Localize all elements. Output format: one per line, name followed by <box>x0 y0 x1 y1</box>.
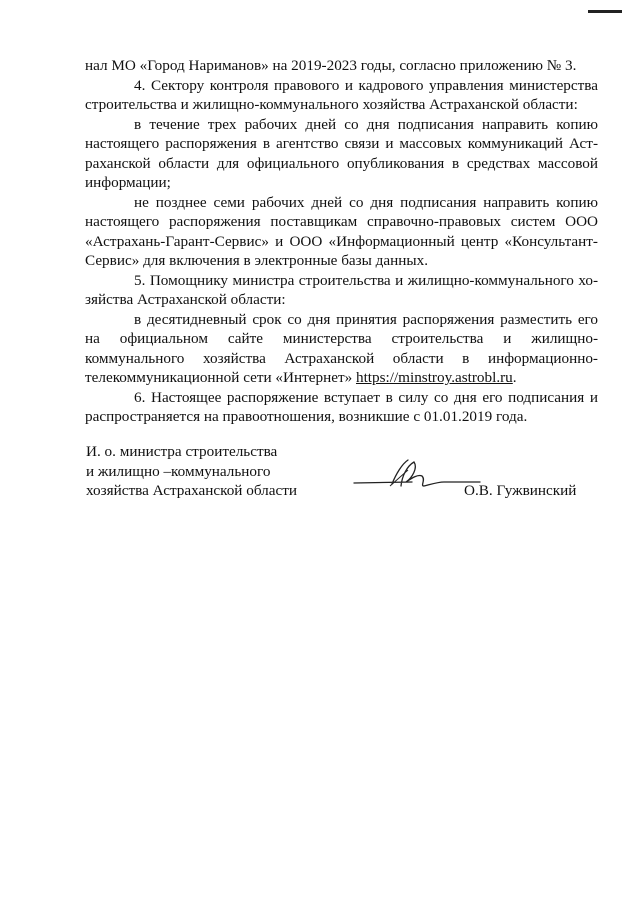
signatory-title <box>86 442 297 501</box>
signatory-title-line-1: И. о. министра строительства <box>86 443 278 460</box>
paragraph-item-4: 4. Сектору контроля правового и кадрового управления министерства строительства и жилищно-коммунального хозяйства Астраханской области: <box>85 76 598 113</box>
paragraph-item-6: 6. Настоящее распоряжение вступает в силу со дня его подписания и распространяется на правоотношения, возникшие с 01.01.2019 года. <box>85 388 598 425</box>
page-edge-mark <box>588 10 622 13</box>
paragraph-item-5-sub-1 <box>85 310 598 388</box>
paragraph-continuation: нал МО «Город Нариманов» на 2019-2023 годы, согласно приложению № 3. <box>85 57 577 74</box>
paragraph-item-5-text: в десятидневный срок со дня принятия распоряжения разместить его на официальном сайте министерства строительства и жилищно-коммунального хозяйства Астраханской области в информационно-телекоммуникационной сети «Интернет» <box>85 310 598 386</box>
signatory-title-line-3: хозяйства Астраханской области <box>86 482 297 499</box>
website-link[interactable]: https://minstroy.astrobl.ru <box>355 369 513 386</box>
document-body <box>85 56 598 427</box>
signer-name: О.В. Гужвинский <box>464 482 577 499</box>
handwritten-signature <box>352 456 482 496</box>
paragraph-item-4-sub-2: не позднее семи рабочих дней со дня подписания направить копию настоящего распоряжения поставщикам справочно-правовых систем ООО «Астрахань-Гарант-Сервис» и ООО «Информационный центр «Консультант- Сервис» для включения в электронные базы данных. <box>85 193 598 269</box>
signatory-title-line-2: и жилищно –коммунального <box>86 462 271 480</box>
paragraph-item-5-end: . <box>512 369 517 386</box>
paragraph-item-5: 5. Помощнику министра строительства и жилищно-коммунального хозяйства Астраханской области: <box>85 271 598 308</box>
paragraph-item-4-sub-1: в течение трех рабочих дней со дня подписания направить копию настоящего распоряжения в агентство связи и массовых коммуникаций Астраханской области для официального опубликования в средствах массовой информации; <box>85 115 598 191</box>
